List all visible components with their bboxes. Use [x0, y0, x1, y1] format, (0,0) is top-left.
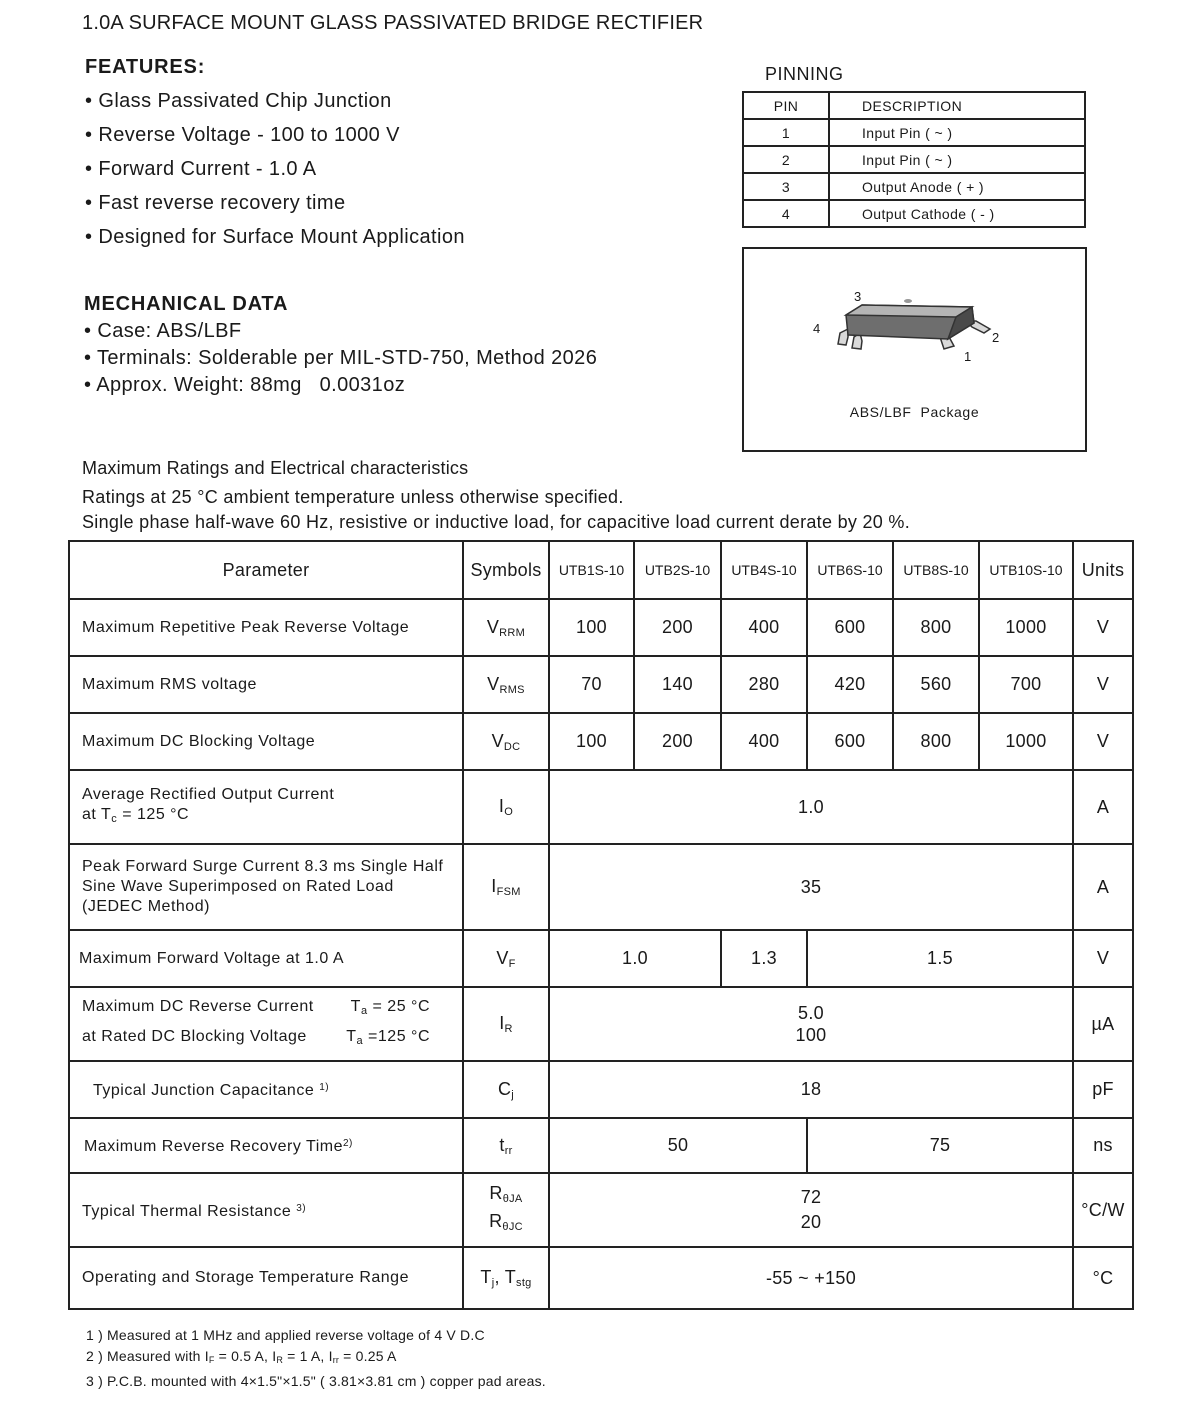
model-header: UTB6S-10 [807, 541, 893, 599]
table-row [69, 930, 1133, 987]
document-title: 1.0A SURFACE MOUNT GLASS PASSIVATED BRIDGE RECTIFIER [82, 12, 704, 34]
unit-cell: V [1073, 930, 1133, 987]
mechanical-item: • Case: ABS/LBF [84, 320, 242, 342]
pin-description-text: Output Anode ( + ) [862, 178, 984, 195]
ratings-note: Ratings at 25 °C ambient temperature unless otherwise specified. [82, 487, 624, 507]
table-row [69, 770, 1133, 844]
value-cell: 560 [893, 656, 979, 713]
model-header: UTB10S-10 [979, 541, 1073, 599]
parameter-cell [69, 770, 463, 844]
symbol-subscript: RMS [499, 683, 525, 696]
model-header: UTB4S-10 [721, 541, 807, 599]
units-header: Units [1073, 541, 1133, 599]
feature-item: • Reverse Voltage - 100 to 1000 V [85, 124, 400, 146]
symbol: V [491, 730, 504, 751]
value-cell: 800 [893, 599, 979, 656]
value-cell: 200 [634, 713, 721, 770]
parameter-line [82, 994, 462, 1024]
package-pin-label-1: 1 [964, 349, 972, 364]
unit-cell: pF [1073, 1061, 1133, 1118]
table-row [69, 987, 1133, 1061]
parameter-line [82, 805, 462, 829]
pinning-heading: PINNING [765, 64, 844, 84]
table-row [69, 1118, 1133, 1173]
symbol: , T [494, 1267, 517, 1287]
feature-item: • Fast reverse recovery time [85, 192, 346, 214]
symbol: T [480, 1267, 492, 1287]
value-cell: 1000 [979, 713, 1073, 770]
symbol-cell [463, 1118, 549, 1173]
value-cell: 100 [549, 713, 634, 770]
footnote-ref: 3) [296, 1202, 307, 1214]
symbol: I [491, 876, 497, 896]
parameter-text: Maximum Reverse Recovery Time [84, 1138, 343, 1155]
package-box [742, 247, 1087, 452]
parameter-text: Maximum DC Reverse Current [82, 998, 314, 1015]
value-cell: 400 [721, 713, 807, 770]
table-row [69, 713, 1133, 770]
pinning-row [743, 119, 1085, 146]
symbol: V [486, 616, 500, 637]
pin-description [829, 119, 1085, 146]
pin-description-text: Output Cathode ( - ) [862, 205, 995, 222]
parameter-cell [69, 844, 463, 930]
parameter-line: Peak Forward Surge Current 8.3 ms Single Half [82, 858, 444, 875]
unit-cell: A [1073, 770, 1133, 844]
value-cell: 1.0 [549, 770, 1073, 844]
symbol-subscript: DC [503, 740, 521, 753]
pin-header: PIN [743, 92, 829, 119]
pin-description-text: Input Pin ( ~ ) [862, 151, 953, 168]
value-cell: 18 [549, 1061, 1073, 1118]
unit-cell: °C/W [1073, 1173, 1133, 1247]
symbol: R [489, 1211, 503, 1231]
symbol: I [499, 1013, 505, 1033]
feature-item: • Designed for Surface Mount Application [85, 226, 465, 248]
description-header: DESCRIPTION [829, 92, 1085, 119]
symbol-subscript: θJA [502, 1193, 523, 1205]
footnote-ref: 1) [319, 1082, 330, 1093]
condition-text: T [346, 1028, 357, 1045]
value-cell: 400 [721, 599, 807, 656]
footnotes [86, 1325, 546, 1392]
ratings-heading: Maximum Ratings and Electrical characteristics [82, 458, 469, 478]
parameter-text: at Rated DC Blocking Voltage [82, 1028, 307, 1045]
table-header-row [69, 541, 1133, 599]
unit-cell: V [1073, 599, 1133, 656]
ratings-note: Single phase half-wave 60 Hz, resistive or inductive load, for capacitive load current derate by 20 %. [82, 512, 911, 532]
footnote-text: 2 ) Measured with I [86, 1348, 209, 1364]
parameter-cell: Maximum Repetitive Peak Reverse Voltage [69, 599, 463, 656]
footnote-subscript: R [276, 1355, 284, 1365]
value-cell: 1000 [979, 599, 1073, 656]
value-line: 72 [800, 1187, 822, 1207]
value-cell: 600 [807, 713, 893, 770]
symbol-cell [463, 656, 549, 713]
symbol-subscript: O [504, 806, 514, 818]
symbol-subscript: stg [516, 1277, 532, 1289]
parameter-line: (JEDEC Method) [82, 898, 210, 915]
parameter-cell: Maximum RMS voltage [69, 656, 463, 713]
value-cell: 1.5 [807, 930, 1073, 987]
parameter-cell [69, 1061, 463, 1118]
value-cell: 200 [634, 599, 721, 656]
table-row [69, 1247, 1133, 1309]
package-pin-label-3: 3 [854, 289, 862, 304]
table-row [69, 656, 1133, 713]
symbol-subscript: rr [504, 1144, 513, 1157]
value-cell: 280 [721, 656, 807, 713]
parameter-cell [69, 1173, 463, 1247]
pinning-header-row [743, 92, 1085, 119]
value-cell [549, 987, 1073, 1061]
symbol-cell [463, 770, 549, 844]
table-row [69, 599, 1133, 656]
package-pin-label-4: 4 [813, 321, 821, 336]
value-cell: 1.0 [549, 930, 721, 987]
condition-text: at T [82, 806, 112, 823]
package-illustration [744, 249, 1085, 399]
value-cell: 700 [979, 656, 1073, 713]
mechanical-item: • Terminals: Solderable per MIL-STD-750, Method 2026 [84, 347, 598, 369]
footnote-subscript: F [208, 1355, 215, 1365]
symbol-subscript: F [508, 957, 516, 970]
value-line: 100 [795, 1025, 827, 1045]
package-pin-label-2: 2 [992, 330, 1000, 345]
condition-subscript: c [111, 813, 118, 825]
pin-description [829, 146, 1085, 173]
unit-cell: V [1073, 713, 1133, 770]
pin-number: 2 [743, 146, 829, 173]
footnote-text: = 1 A, I [283, 1348, 333, 1364]
ratings-table [68, 540, 1134, 1310]
value-cell: 75 [807, 1118, 1073, 1173]
symbols-header: Symbols [463, 541, 549, 599]
parameter-line: Average Rectified Output Current [82, 786, 335, 803]
parameter-cell: Operating and Storage Temperature Range [69, 1247, 463, 1309]
symbol-cell [463, 1173, 549, 1247]
model-header: UTB1S-10 [549, 541, 634, 599]
pinning-row [743, 146, 1085, 173]
footnote-text: = 0.5 A, I [214, 1348, 277, 1364]
parameter-cell: Maximum DC Blocking Voltage [69, 713, 463, 770]
package-label: ABS/LBF Package [849, 404, 980, 420]
pin-description [829, 200, 1085, 227]
model-header: UTB8S-10 [893, 541, 979, 599]
value-cell: 70 [549, 656, 634, 713]
parameter-cell [69, 1118, 463, 1173]
symbol: C [497, 1078, 512, 1099]
symbol-cell [463, 1061, 549, 1118]
parameter-text: Typical Thermal Resistance [82, 1202, 292, 1220]
value-cell: 600 [807, 599, 893, 656]
unit-cell: µA [1073, 987, 1133, 1061]
footnote: 1 ) Measured at 1 MHz and applied reverse voltage of 4 V D.C [86, 1327, 485, 1343]
symbol-subscript: θJC [502, 1221, 523, 1233]
symbol-cell [463, 713, 549, 770]
condition-text: = 125 °C [117, 806, 190, 823]
footnote-subscript: rr [332, 1355, 340, 1365]
unit-cell: °C [1073, 1247, 1133, 1309]
symbol-subscript: R [504, 1023, 513, 1035]
parameter-cell: Maximum Forward Voltage at 1.0 A [69, 930, 463, 987]
symbol: V [496, 947, 509, 968]
pin-number: 3 [743, 173, 829, 200]
footnote-text: = 0.25 A [339, 1348, 397, 1364]
pin-number: 4 [743, 200, 829, 227]
parameter-cell [69, 987, 463, 1061]
pinning-row [743, 173, 1085, 200]
pinning-table [742, 91, 1086, 228]
features-list [85, 88, 465, 258]
feature-item: • Glass Passivated Chip Junction [85, 90, 392, 112]
condition-text: T [350, 998, 361, 1015]
condition-subscript: a [360, 1005, 368, 1017]
unit-cell: A [1073, 844, 1133, 930]
condition-subscript: a [356, 1035, 364, 1047]
symbol-cell [463, 844, 549, 930]
value-cell: 140 [634, 656, 721, 713]
condition [351, 994, 430, 1024]
value-cell: 100 [549, 599, 634, 656]
value-line: 5.0 [798, 1003, 824, 1023]
symbol: R [489, 1183, 503, 1203]
value-cell [549, 1173, 1073, 1247]
symbol-subscript: FSM [496, 886, 521, 898]
pin-description [829, 173, 1085, 200]
symbol-subscript: j [511, 1088, 515, 1101]
symbol-line [464, 1210, 548, 1238]
feature-item: • Forward Current - 1.0 A [85, 158, 317, 180]
footnote: 3 ) P.C.B. mounted with 4×1.5"×1.5" ( 3.81×3.81 cm ) copper pad areas. [86, 1373, 546, 1389]
symbol-subscript: RRM [499, 626, 526, 639]
value-cell: 50 [549, 1118, 807, 1173]
symbol-cell [463, 1247, 549, 1309]
symbol-subscript: j [491, 1277, 495, 1289]
mechanical-heading: MECHANICAL DATA [84, 293, 289, 315]
value-cell: -55 ~ +150 [549, 1247, 1073, 1309]
parameter-line [82, 1024, 462, 1054]
pin-description-text: Input Pin ( ~ ) [862, 124, 953, 141]
parameter-line: Sine Wave Superimposed on Rated Load [82, 878, 394, 895]
parameter-text: Typical Junction Capacitance [93, 1082, 315, 1099]
value-line: 20 [800, 1212, 822, 1232]
value-cell: 1.3 [721, 930, 807, 987]
mechanical-item: • Approx. Weight: 88mg 0.0031oz [84, 374, 406, 396]
symbol: t [499, 1134, 505, 1155]
condition-text: =125 °C [363, 1028, 430, 1045]
value-cell: 420 [807, 656, 893, 713]
value-cell: 800 [893, 713, 979, 770]
condition-text: = 25 °C [367, 998, 430, 1015]
symbol-cell [463, 599, 549, 656]
footnote [86, 1346, 546, 1371]
pin-number: 1 [743, 119, 829, 146]
features-heading: FEATURES: [85, 56, 206, 78]
parameter-header: Parameter [69, 541, 463, 599]
symbol: V [487, 673, 500, 694]
table-row [69, 844, 1133, 930]
pinning-row [743, 200, 1085, 227]
symbol-cell [463, 987, 549, 1061]
symbol-cell [463, 930, 549, 987]
value-cell: 35 [549, 844, 1073, 930]
unit-cell: ns [1073, 1118, 1133, 1173]
model-header: UTB2S-10 [634, 541, 721, 599]
mechanical-list [84, 318, 597, 399]
symbol: I [498, 796, 505, 816]
table-row [69, 1061, 1133, 1118]
condition [346, 1024, 430, 1054]
unit-cell: V [1073, 656, 1133, 713]
symbol-line [464, 1182, 548, 1210]
table-row [69, 1173, 1133, 1247]
footnote-ref: 2) [343, 1138, 353, 1149]
